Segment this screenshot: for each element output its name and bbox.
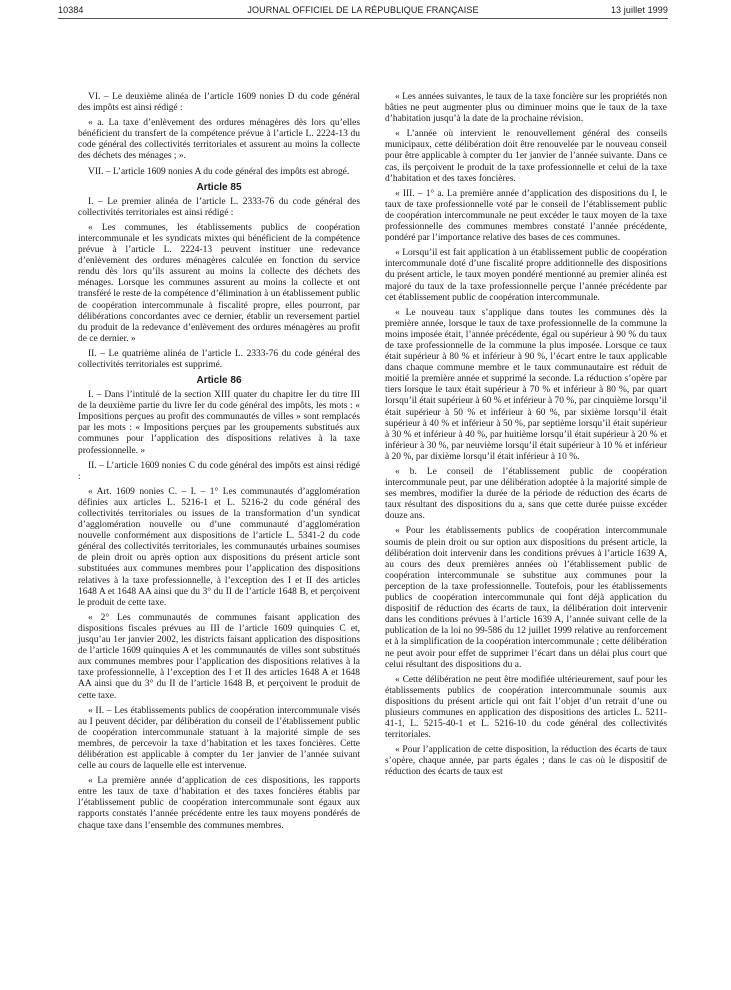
- paragraph: « 2° Les communautés de communes faisant application des dispositions fiscales prévues au III de l’article 1609 quinquies C et, jusqu’au 1er janvier 2002, les districts faisant application des dispositions de l’article 1609 quinquies A et les communautés de villes sont substitués aux communes membres pour l’application des dispositions relatives à la taxe professionnelle, à l’exception des I et II des articles 1648 A et 1648 AA ainsi que du 3° du II de l’article 1648 B, et perçoivent le produit de cette taxe.: [78, 612, 360, 701]
- right-column: [385, 92, 667, 783]
- paragraph: II. – L’article 1609 nonies C du code général des impôts est ainsi rédigé :: [78, 460, 360, 482]
- left-column: [78, 92, 360, 836]
- page-header: [58, 2, 668, 19]
- paragraph: « II. – Les établissements publics de coopération intercommunale visés au I peuvent décider, par délibération du conseil de l’établissement public de coopération intercommunale statuant à la majorité simple de ses membres, de percevoir la taxe d’habitation et les taxes foncières. Cette délibération est applicable à compter du 1er janvier de l’année suivant celle au cours de laquelle elle est intervenue.: [78, 705, 360, 772]
- paragraph: VI. – Le deuxième alinéa de l’article 1609 nonies D du code général des impôts est ainsi rédigé :: [78, 92, 360, 114]
- paragraph: « Pour l’application de cette disposition, la réduction des écarts de taux s’opère, chaque année, par parts égales ; dans le cas où le dispositif de réduction des écarts de taux est: [385, 745, 667, 778]
- paragraph: « L’année où intervient le renouvellement général des conseils municipaux, cette délibération doit être renouvelée par le nouveau conseil pour être applicable à compter du 1er janvier de l’année suivante. Dans ce cas, ils perçoivent le produit de la taxe professionnelle et celui de la taxe d’habitation et des taxes foncières.: [385, 129, 667, 184]
- paragraph: « Art. 1609 nonies C. – I. – 1° Les communautés d’agglomération définies aux articles L. 5216-1 et L. 5216-2 du code général des collectivités territoriales ou issues de la transformation d’un syndicat d’agglomération nouvelle ou d’une communauté d’agglomération nouvelle conformément aux dispositions de l’article L. 5341-2 du code général des collectivités territoriales, les communautés urbaines soumises de plein droit ou après option aux dispositions du présent article sont substituées aux communes membres pour l’application des dispositions relatives à la taxe professionnelle, à l’exception des I et II des articles 1648 A et 1648 AA ainsi que du 3° du II de l’article 1648 B, et perçoivent le produit de cette taxe.: [78, 486, 360, 608]
- paragraph: II. – Le quatrième alinéa de l’article L. 2333-76 du code général des collectivités territoriales est supprimé.: [78, 348, 360, 370]
- paragraph: « Le nouveau taux s’applique dans toutes les communes dès la première année, lorsque le taux de taxe professionnelle de la commune la moins imposée était, l’année précédente, égal ou supérieur à 90 % du taux de taxe professionnelle de la commune la plus imposée. Lorsque ce taux était supérieur à 80 % et inférieur à 90 %, l’écart entre le taux applicable dans chaque commune membre et le taux communautaire est réduit de moitié la première année et supprimé la seconde. La réduction s’opère par tiers lorsque le taux était supérieur à 70 % et inférieur à 80 %, par quart lorsqu’il était supérieur à 60 % et inférieur à 70 %, par cinquième lorsqu’il était supérieur à 50 % et inférieur à 60 %, par sixième lorsqu’il était supérieur à 40 % et inférieur à 50 %, par septième lorsqu’il était supérieur à 30 % et inférieur à 40 %, par huitième lorsqu’il était supérieur à 20 % et inférieur à 30 %, par neuvième lorsqu’il était supérieur à 10 % et inférieur à 20 %, par dixième lorsqu’il était inférieur à 10 %.: [385, 307, 667, 462]
- paragraph: I. – Le premier alinéa de l’article L. 2333-76 du code général des collectivités territoriales est ainsi rédigé :: [78, 196, 360, 218]
- paragraph: VII. – L’article 1609 nonies A du code général des impôts est abrogé.: [88, 166, 350, 177]
- journal-title: JOURNAL OFFICIEL DE LA RÉPUBLIQUE FRANÇAISE: [247, 5, 479, 15]
- paragraph: « La première année d’application de ces dispositions, les rapports entre les taux de taxe d’habitation et des taxes foncières établis par l’établissement public de coopération intercommunale sont égaux aux rapports constatés l’année précédente entre les taux moyens pondérés de chaque taxe dans l’ensemble des communes membres.: [78, 776, 360, 831]
- paragraph: I. – Dans l’intitulé de la section XIII quater du chapitre Ier du titre III de la deuxième partie du livre Ier du code général des impôts, les mots : « Impositions perçues au profit des communautés de villes » sont remplacés par les mots : « Impositions perçues par les groupements substitués aux communes pour l’application des dispositions relatives à la taxe professionnelle. »: [78, 390, 360, 456]
- paragraph: « Lorsqu’il est fait application à un établissement public de coopération intercommunale doté d’une fiscalité propre additionnelle des dispositions du présent article, le taux moyen pondéré mentionné au premier alinéa est majoré du taux de la taxe professionnelle perçue l’année précédente par cet établissement public de coopération intercommunale.: [385, 248, 667, 303]
- page-number: 10384: [58, 5, 84, 15]
- paragraph: « Les années suivantes, le taux de la taxe foncière sur les propriétés non bâties ne peut augmenter plus ou diminuer moins que le taux de la taxe d’habitation jusqu’à la date de la prochaine révision.: [385, 92, 667, 125]
- article-heading: Article 85: [196, 181, 242, 193]
- paragraph: « b. Le conseil de l’établissement public de coopération intercommunale peut, par une délibération adoptée à la majorité simple de ses membres, modifier la durée de la période de réduction des écarts de taux résultant des dispositions du a, sans que cette durée puisse excéder douze ans.: [385, 467, 667, 522]
- issue-date: 13 juillet 1999: [610, 5, 668, 15]
- article-heading: Article 86: [196, 375, 242, 387]
- paragraph: « III. – 1° a. La première année d’application des dispositions du I, le taux de taxe professionnelle voté par le conseil de l’établissement public de coopération intercommunale ne peut excéder le taux moyen de la taxe professionnelle des communes membres constaté l’année précédente, pondéré par l’importance relative des bases de ces communes.: [385, 188, 667, 244]
- paragraph: « Cette délibération ne peut être modifiée ultérieurement, sauf pour les établissements publics de coopération intercommunale soumis aux dispositions du présent article qui ont fait l’objet d’un retrait d’une ou plusieurs communes en application des dispositions des articles L. 5211-41-1, L. 5215-40-1 et L. 5216-10 du code général des collectivités territoriales.: [385, 674, 667, 741]
- paragraph: « a. La taxe d’enlèvement des ordures ménagères dès lors qu’elles bénéficient du transfert de la compétence prévue à l’article L. 2224-13 du code général des collectivités territoriales et assurent au moins la collecte des déchets des ménages ; ».: [78, 118, 360, 162]
- paragraph: « Pour les établissements publics de coopération intercommunale soumis de plein droit ou sur option aux dispositions du présent article, la délibération doit intervenir dans les conditions prévues à l’article 1639 A, au cours des deux premières années où l’établissement public de coopération intercommunale se substitue aux communes pour la perception de la taxe professionnelle. Toutefois, pour les établissements publics de coopération intercommunale qui font déjà application du dispositif de réduction des écarts de taux, la délibération doit intervenir dans les conditions prévues à l’article 1639 A, l’année suivant celle de la publication de la loi no 99-586 du 12 juillet 1999 relative au renforcement et à la simplification de la coopération intercommunale ; cette délibération ne peut avoir pour effet de supprimer l’écart dans un délai plus court que celui résultant des dispositions du a.: [385, 526, 667, 670]
- paragraph: « Les communes, les établissements publics de coopération intercommunale et les syndicats mixtes qui bénéficient de la compétence prévue à l’article L. 2224-13 peuvent instituer une redevance d’enlèvement des ordures ménagères calculée en fonction du service rendu dès lors qu’ils assurent au moins la collecte des déchets des ménages. Lorsque les communes assurent au moins la collecte et ont transféré le reste de la compétence d’élimination à un établissement public de coopération intercommunale à fiscalité propre, elles pourront, par délibérations concordantes avec ce dernier, établir un reversement partiel du produit de la redevance d’enlèvement des ordures ménagères au profit de ce dernier. »: [78, 222, 360, 344]
